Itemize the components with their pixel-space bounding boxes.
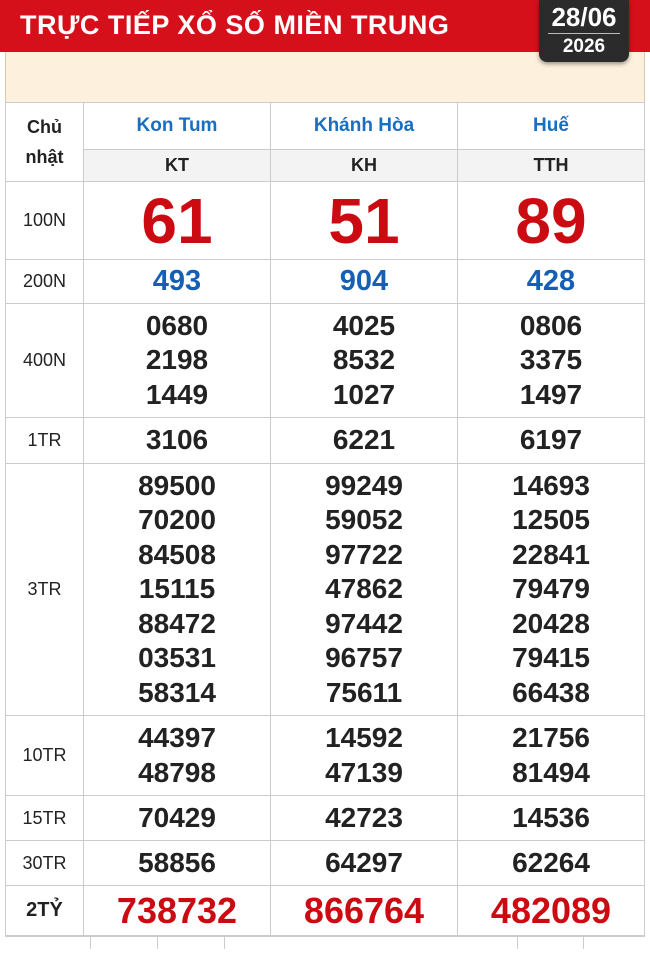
prize-g4-cell [271,464,458,716]
prize-g6-value: 1449 [145,378,209,410]
province-code-tth: TTH [458,150,645,182]
date-year: 2026 [562,36,606,57]
header-bar [0,0,650,57]
prize-g6-value: 1497 [519,378,583,410]
prize-g5-value: 6221 [332,424,396,456]
prize-label-g1: 30TR [6,841,84,886]
prize-label-g4: 3TR [6,464,84,716]
prize-g3-value: 44397 [138,722,216,753]
prize-g4-cell [458,464,645,716]
footer-cell [225,937,518,949]
prize-g4-value: 66438 [512,676,590,708]
prize-g7-value: 428 [458,260,645,304]
prize-label-g7: 200N [6,260,84,304]
date-badge [539,0,629,62]
prize-g1-cell [458,841,645,886]
province-name-kon-tum[interactable]: Kon Tum [84,103,271,150]
prize-g4-value: 88472 [138,607,216,639]
date-day: 28/06 [551,2,617,32]
prize-g4-value: 15115 [138,573,216,605]
results-table [5,102,645,936]
prize-g6-cell [271,304,458,418]
prize-g3-value: 48798 [138,756,216,788]
prize-g6-value: 4025 [332,309,396,341]
province-code-kt: KT [84,150,271,182]
province-code-kh: KH [271,150,458,182]
prize-g3-cell [458,716,645,796]
prize-g4-value: 59052 [325,504,403,536]
prize-g8-value: 89 [458,182,645,260]
prize-g2-cell [458,796,645,841]
prize-label-db: 2TỶ [6,886,84,936]
footer-cell [518,937,584,949]
prize-g1-value: 64297 [325,846,403,878]
prize-g3-value: 47139 [325,756,403,788]
prize-label-g2: 15TR [6,796,84,841]
prize-g5-value: 3106 [145,424,209,456]
day-label: Chủ nhật [25,117,64,167]
prize-label-g3: 10TR [6,716,84,796]
prize-g6-cell [458,304,645,418]
footer-cell [5,937,91,949]
prize-g4-value: 96757 [325,642,403,674]
prize-g4-value: 79415 [512,642,590,674]
page-title: TRỰC TIẾP XỔ SỐ MIỀN TRUNG [20,10,450,40]
prize-g4-value: 14693 [512,469,590,501]
prize-g7-value: 493 [84,260,271,304]
prize-g6-value: 8532 [332,344,396,376]
prize-g6-value: 1027 [332,378,396,410]
prize-g4-value: 22841 [512,538,590,570]
prize-g4-value: 89500 [138,469,216,501]
prize-g4-value: 12505 [512,504,590,536]
footer-strip [5,936,645,949]
prize-g5-cell [84,418,271,464]
footer-cell [158,937,225,949]
prize-g3-value: 14592 [325,722,403,753]
prize-g3-value: 81494 [512,756,590,788]
prize-g4-value: 79479 [512,573,590,605]
prize-g2-value: 14536 [512,801,590,833]
prize-g2-cell [84,796,271,841]
prize-g8-value: 61 [84,182,271,260]
prize-g6-value: 0806 [519,309,583,341]
prize-g4-value: 58314 [138,676,216,708]
prize-g2-cell [271,796,458,841]
prize-g1-cell [84,841,271,886]
date-divider [548,33,620,34]
prize-label-g6: 400N [6,304,84,418]
prize-g4-cell [84,464,271,716]
prize-g6-value: 3375 [519,344,583,376]
prize-g8-value: 51 [271,182,458,260]
prize-g4-value: 97722 [325,538,403,570]
prize-db-value: 738732 [84,886,271,936]
prize-g4-value: 99249 [325,469,403,501]
prize-label-g8: 100N [6,182,84,260]
footer-cell [91,937,158,949]
prize-g4-value: 03531 [138,642,216,674]
prize-g6-value: 0680 [145,309,209,341]
day-label-cell [6,103,84,182]
prize-g5-cell [271,418,458,464]
prize-g7-value: 904 [271,260,458,304]
prize-g5-value: 6197 [519,424,583,456]
prize-g1-value: 58856 [138,846,216,878]
prize-db-value: 866764 [271,886,458,936]
prize-g2-value: 42723 [325,801,403,833]
prize-g1-cell [271,841,458,886]
prize-g6-cell [84,304,271,418]
prize-g2-value: 70429 [138,801,216,833]
prize-g4-value: 84508 [138,538,216,570]
province-name-khanh-hoa[interactable]: Khánh Hòa [271,103,458,150]
prize-g3-value: 21756 [512,722,590,753]
prize-g4-value: 97442 [325,607,403,639]
prize-db-value: 482089 [458,886,645,936]
prize-g6-value: 2198 [145,344,209,376]
prize-g5-cell [458,418,645,464]
prize-label-g5: 1TR [6,418,84,464]
province-name-hue[interactable]: Huế [458,103,645,150]
prize-g3-cell [271,716,458,796]
prize-g4-value: 75611 [325,676,403,708]
prize-g4-value: 47862 [325,573,403,605]
prize-g4-value: 20428 [512,607,590,639]
prize-g4-value: 70200 [138,504,216,536]
prize-g3-cell [84,716,271,796]
prize-g1-value: 62264 [512,846,590,878]
